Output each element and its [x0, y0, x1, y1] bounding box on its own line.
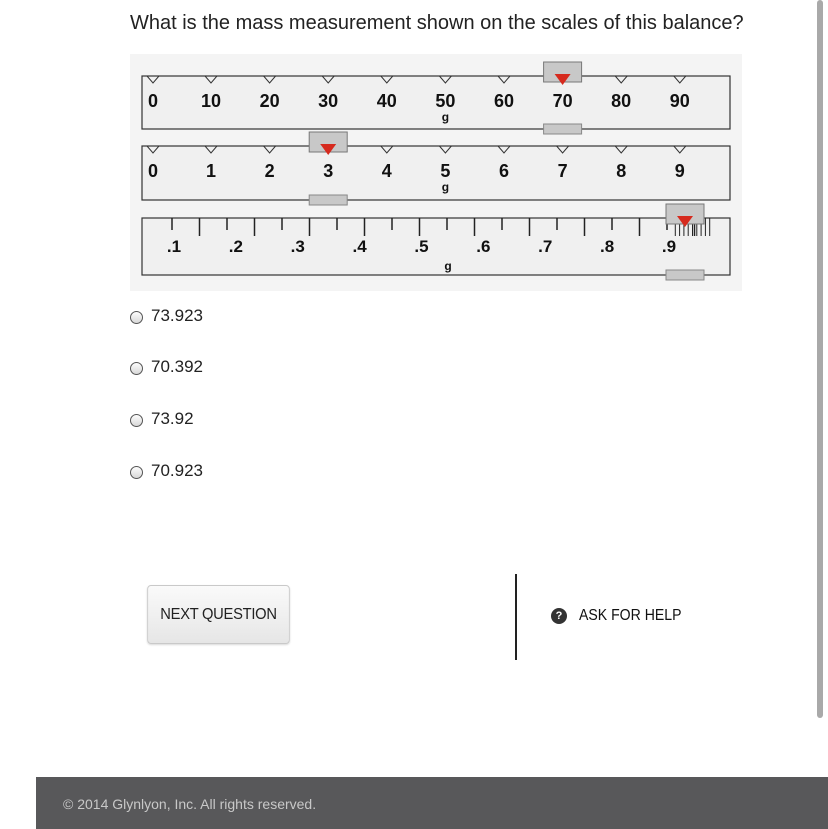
copyright-text: © 2014 Glynlyon, Inc. All rights reserved.	[63, 796, 317, 812]
triple-beam-balance	[130, 54, 742, 291]
option-2[interactable]	[130, 357, 203, 377]
beam-tick-label: 3	[323, 161, 334, 181]
beam-tick-label: 1	[205, 161, 217, 181]
beam-tick-label: 7	[557, 161, 568, 181]
beam-tick-label: .8	[600, 237, 615, 256]
beam-tick-label: .9	[661, 237, 677, 256]
beam-tick-label: 5	[440, 161, 451, 181]
divider	[515, 574, 517, 660]
option-3[interactable]	[130, 409, 194, 429]
beam-tick-label: .5	[414, 237, 429, 256]
beam-tick-label: 50	[435, 91, 456, 111]
beam-tick-label: 70	[552, 91, 573, 111]
beam-unit-label: g	[441, 180, 450, 194]
ask-for-help-button[interactable]	[551, 607, 695, 625]
beam-tick-label: 80	[611, 91, 632, 111]
beam-tick-label: 90	[669, 91, 690, 111]
beam-tick-label: .6	[476, 237, 491, 256]
beam-tick-label: .2	[228, 237, 243, 256]
beam-tick-label: 40	[376, 91, 397, 111]
beam-rider-base	[309, 195, 347, 205]
beam-2	[142, 146, 730, 200]
beam-tick-label: 60	[493, 91, 515, 111]
option-1[interactable]	[130, 306, 203, 326]
beam-rider-base	[666, 270, 704, 280]
question-text: What is the mass measurement shown on the scales of this balance?	[130, 12, 744, 34]
radio-button[interactable]	[130, 466, 143, 479]
beam-tick-label: 8	[616, 161, 627, 181]
help-label: ASK FOR HELP	[579, 607, 682, 624]
beam-tick-label: .1	[166, 237, 182, 256]
beam-tick-label: 20	[259, 91, 280, 111]
scrollbar[interactable]	[817, 0, 823, 718]
beam-tick-label: 4	[381, 161, 392, 181]
option-label: 70.923	[151, 461, 203, 480]
beam-tick-label: .3	[290, 237, 305, 256]
radio-button[interactable]	[130, 414, 143, 427]
beam-tick-label: 0	[147, 161, 159, 181]
footer	[36, 777, 828, 829]
beam-unit-label: g	[441, 110, 450, 124]
beam-unit-label: g	[444, 259, 452, 273]
radio-button[interactable]	[130, 311, 143, 324]
option-4[interactable]	[130, 461, 203, 481]
option-label: 73.923	[151, 306, 203, 325]
next-question-button[interactable]: NEXT QUESTION	[147, 585, 290, 644]
option-label: 73.92	[151, 409, 194, 428]
beam-tick-label: 10	[200, 91, 222, 111]
beam-tick-label: .7	[538, 237, 553, 256]
beam-tick-label: 0	[147, 91, 159, 111]
beam-tick-label: 9	[674, 161, 685, 181]
beam-tick-label: 6	[498, 161, 510, 181]
beam-tick-label: .4	[352, 237, 367, 256]
option-label: 70.392	[151, 357, 203, 376]
radio-button[interactable]	[130, 362, 143, 375]
balance-scales	[130, 54, 742, 291]
help-icon: ?	[551, 608, 567, 624]
beam-tick-label: 30	[318, 91, 339, 111]
beam-rider-base	[544, 124, 582, 134]
beam-tick-label: 2	[264, 161, 275, 181]
